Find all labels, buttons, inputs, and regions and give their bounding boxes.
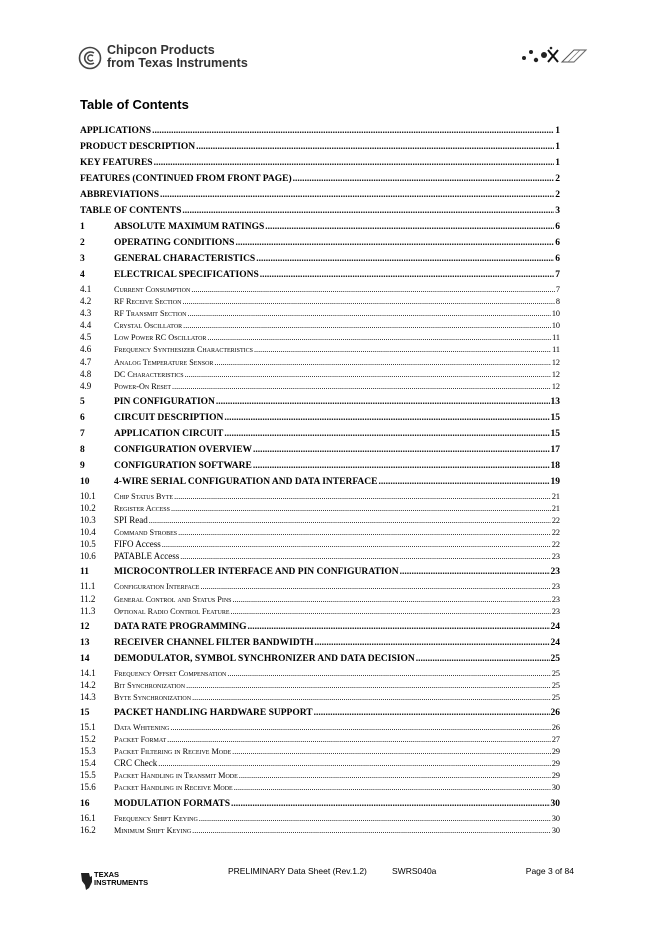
toc-page: 6 — [555, 222, 560, 232]
toc-title: MODULATION FORMATS — [114, 798, 231, 809]
toc-page: 22 — [551, 516, 560, 526]
page-footer — [80, 866, 580, 896]
toc-number: 6 — [80, 412, 85, 423]
toc-leader — [239, 770, 551, 782]
toc-title: DEMODULATOR, SYMBOL SYNCHRONIZER AND DATA DECISION — [114, 653, 415, 664]
toc-title: RECEIVER CHANNEL FILTER BANDWIDTH — [114, 637, 314, 648]
toc-entry[interactable] — [80, 824, 560, 836]
toc-leader — [234, 782, 551, 794]
toc-entry[interactable] — [80, 757, 560, 769]
toc-number: 10.1 — [80, 490, 96, 501]
toc-title: Packet Handling in Transmit Mode — [114, 771, 238, 781]
toc-number: 11.2 — [80, 593, 96, 604]
toc-number: 15.4 — [80, 758, 96, 769]
toc-title: MICROCONTROLLER INTERFACE AND PIN CONFIGURATION — [114, 567, 399, 578]
toc-page: 11 — [552, 345, 560, 355]
toc-leader — [253, 442, 549, 458]
toc-entry[interactable] — [80, 721, 560, 733]
toc-entry[interactable] — [80, 458, 560, 474]
toc-number: 15.3 — [80, 746, 96, 757]
toc-leader — [232, 746, 551, 758]
toc-page: 27 — [551, 735, 560, 745]
document-status: PRELIMINARY Data Sheet (Rev.1.2) — [228, 866, 367, 876]
toc-number: 10.3 — [80, 515, 96, 526]
toc-entry[interactable] — [80, 769, 560, 781]
toc-entry[interactable] — [80, 251, 560, 267]
table-of-contents — [80, 123, 560, 836]
toc-entry[interactable] — [80, 410, 560, 426]
toc-leader — [231, 606, 551, 618]
toc-leader — [149, 515, 551, 527]
toc-number: 4 — [80, 270, 85, 280]
chipcon-logo-icon — [78, 46, 102, 70]
toc-entry[interactable] — [80, 283, 560, 295]
toc-number: 10.4 — [80, 527, 96, 538]
toc-number: 15 — [80, 707, 90, 718]
toc-page: 15 — [550, 412, 560, 423]
toc-title: DC Characteristics — [114, 369, 184, 379]
toc-page: 30 — [550, 798, 560, 809]
toc-leader — [216, 394, 550, 410]
toc-number: 16.2 — [80, 824, 96, 835]
toc-number: 14.3 — [80, 691, 96, 702]
toc-entry[interactable] — [80, 356, 560, 368]
toc-entry[interactable] — [80, 667, 560, 679]
toc-page: 25 — [551, 692, 560, 702]
toc-leader — [247, 619, 549, 635]
toc-leader — [231, 796, 549, 812]
toc-leader — [400, 564, 550, 580]
toc-page: 29 — [551, 747, 560, 757]
toc-leader — [214, 357, 550, 369]
toc-page: 24 — [550, 621, 560, 632]
ti-line-2: INSTRUMENTS — [94, 878, 149, 887]
toc-title: PACKET HANDLING HARDWARE SUPPORT — [114, 707, 313, 718]
toc-title: RF Transmit Section — [114, 309, 187, 319]
toc-leader — [158, 758, 551, 770]
toc-page: 11 — [552, 333, 560, 343]
toc-number: 11.1 — [80, 581, 96, 592]
toc-title: Register Access — [114, 503, 170, 513]
toc-number: 11.3 — [80, 605, 96, 616]
toc-title: Configuration Interface — [114, 582, 200, 592]
toc-leader — [154, 155, 555, 171]
toc-title: SPI Read — [114, 515, 148, 526]
toc-number: 4.2 — [80, 296, 92, 307]
ti-line-1: TEXAS — [94, 870, 120, 879]
toc-entry[interactable] — [80, 426, 560, 442]
toc-entry[interactable] — [80, 745, 560, 757]
toc-title: Current Consumption — [114, 285, 191, 294]
toc-page: 15 — [550, 428, 560, 439]
toc-number: 12 — [80, 621, 90, 632]
toc-leader — [196, 139, 554, 155]
toc-leader — [416, 651, 550, 667]
toc-entry[interactable] — [80, 295, 560, 307]
toc-entry[interactable] — [80, 331, 560, 343]
toc-page: 3 — [555, 206, 560, 216]
toc-entry[interactable] — [80, 380, 560, 392]
toc-entry[interactable] — [80, 705, 560, 721]
chip-decoration-icon — [518, 44, 598, 66]
toc-leader — [188, 308, 551, 320]
toc-leader — [260, 267, 555, 283]
toc-title: CONFIGURATION SOFTWARE — [114, 460, 252, 471]
toc-number: 13 — [80, 637, 90, 648]
toc-leader — [256, 251, 554, 267]
toc-page: 23 — [551, 594, 560, 604]
toc-entry[interactable] — [80, 319, 560, 331]
toc-number: 4.7 — [80, 356, 92, 367]
toc-page: 2 — [555, 190, 560, 200]
toc-page: 13 — [550, 396, 560, 407]
toc-leader — [314, 705, 550, 721]
toc-page: 10 — [551, 309, 560, 319]
toc-page: 23 — [550, 567, 560, 578]
toc-leader — [200, 581, 550, 593]
brand-line-1: Chipcon Products — [107, 43, 215, 57]
toc-page: 25 — [551, 680, 560, 690]
toc-title: APPLICATIONS — [80, 126, 152, 136]
toc-page: 29 — [551, 759, 560, 769]
toc-entry[interactable] — [80, 796, 560, 812]
toc-page: 1 — [555, 158, 560, 168]
toc-number: 15.6 — [80, 782, 96, 793]
toc-title: ABSOLUTE MAXIMUM RATINGS — [114, 222, 265, 232]
toc-entry[interactable] — [80, 593, 560, 605]
toc-entry[interactable] — [80, 171, 560, 187]
toc-title: Command Strobes — [114, 528, 178, 538]
toc-title: PIN CONFIGURATION — [114, 396, 215, 407]
toc-page: 22 — [551, 528, 560, 538]
toc-leader — [152, 123, 554, 139]
toc-title: Low Power RC Oscillator — [114, 333, 207, 343]
toc-page: 24 — [550, 637, 560, 648]
toc-page: 22 — [551, 540, 560, 550]
toc-page: 19 — [550, 476, 560, 487]
toc-entry[interactable] — [80, 526, 560, 538]
toc-number: 10.2 — [80, 502, 96, 513]
toc-title: Packet Handling in Receive Mode — [114, 783, 233, 793]
toc-number: 15.1 — [80, 721, 96, 732]
toc-number: 5 — [80, 396, 85, 407]
toc-page: 7 — [555, 270, 560, 280]
toc-page: 21 — [551, 503, 560, 513]
toc-entry[interactable] — [80, 267, 560, 283]
toc-entry[interactable] — [80, 307, 560, 319]
toc-title: ELECTRICAL SPECIFICATIONS — [114, 270, 259, 280]
toc-leader — [160, 187, 554, 203]
toc-entry[interactable] — [80, 235, 560, 251]
toc-entry[interactable] — [80, 514, 560, 526]
toc-title: Optional Radio Control Feature — [114, 606, 230, 616]
toc-page: 10 — [551, 321, 560, 331]
toc-page: 12 — [551, 357, 560, 367]
toc-number: 1 — [80, 222, 85, 232]
toc-page: 25 — [550, 653, 560, 664]
toc-page: 1 — [555, 126, 560, 136]
toc-title: APPLICATION CIRCUIT — [114, 428, 224, 439]
toc-number: 10 — [80, 476, 90, 487]
toc-number: 11 — [80, 567, 89, 578]
toc-title: Byte Synchronization — [114, 692, 192, 702]
toc-title: Packet Format — [114, 735, 167, 745]
toc-leader — [178, 527, 551, 539]
toc-entry[interactable] — [80, 490, 560, 502]
toc-number: 16 — [80, 798, 90, 809]
toc-entry[interactable] — [80, 502, 560, 514]
toc-number: 10.6 — [80, 551, 96, 562]
toc-entry[interactable] — [80, 474, 560, 490]
toc-leader — [253, 458, 550, 474]
toc-entry[interactable] — [80, 155, 560, 171]
toc-page: 7 — [555, 285, 560, 294]
document-id: SWRS040a — [392, 866, 437, 876]
toc-leader — [227, 668, 550, 680]
toc-title: OPERATING CONDITIONS — [114, 238, 235, 248]
toc-number: 14.1 — [80, 667, 96, 678]
toc-number: 15.5 — [80, 770, 96, 781]
toc-title: Packet Filtering in Receive Mode — [114, 747, 232, 757]
toc-page: 30 — [551, 783, 560, 793]
toc-leader — [224, 410, 549, 426]
toc-number: 4.3 — [80, 308, 92, 319]
toc-entry[interactable] — [80, 203, 560, 219]
toc-page: 26 — [550, 707, 560, 718]
brand-name — [107, 44, 248, 70]
toc-number: 9 — [80, 460, 85, 471]
toc-title: General Control and Status Pins — [114, 594, 232, 604]
toc-title: Crystal Oscillator — [114, 321, 183, 331]
toc-number: 7 — [80, 428, 85, 439]
toc-leader — [235, 235, 554, 251]
toc-number: 2 — [80, 238, 85, 248]
toc-page: 21 — [551, 491, 560, 501]
toc-leader — [174, 491, 551, 503]
toc-page: 23 — [551, 552, 560, 562]
toc-title: GENERAL CHARACTERISTICS — [114, 254, 256, 264]
toc-number: 4.9 — [80, 380, 92, 391]
toc-entry[interactable] — [80, 691, 560, 703]
toc-page: 25 — [551, 668, 560, 678]
toc-page: 6 — [555, 238, 560, 248]
toc-title: TABLE OF CONTENTS — [80, 206, 182, 216]
toc-leader — [183, 320, 551, 332]
toc-entry[interactable] — [80, 635, 560, 651]
toc-entry[interactable] — [80, 187, 560, 203]
toc-page: 17 — [550, 444, 560, 455]
toc-page: 1 — [555, 142, 560, 152]
toc-number: 8 — [80, 444, 85, 455]
brand-line-2: from Texas Instruments — [107, 56, 248, 70]
toc-entry[interactable] — [80, 343, 560, 355]
toc-leader — [172, 381, 551, 393]
toc-title: Frequency Offset Compensation — [114, 668, 227, 678]
toc-leader — [170, 722, 550, 734]
toc-page: 8 — [555, 297, 560, 307]
toc-number: 3 — [80, 254, 85, 264]
toc-page: 12 — [551, 369, 560, 379]
toc-leader — [378, 474, 549, 490]
toc-title: KEY FEATURES — [80, 158, 153, 168]
toc-entry[interactable] — [80, 550, 560, 562]
toc-number: 4.8 — [80, 368, 92, 379]
toc-leader — [182, 296, 554, 308]
toc-number: 10.5 — [80, 539, 96, 550]
toc-entry[interactable] — [80, 651, 560, 667]
toc-title: Chip Status Byte — [114, 491, 174, 501]
toc-leader — [233, 594, 551, 606]
toc-entry[interactable] — [80, 368, 560, 380]
toc-leader — [314, 635, 549, 651]
toc-page: 12 — [551, 381, 560, 391]
toc-page: 6 — [555, 254, 560, 264]
toc-entry[interactable] — [80, 733, 560, 745]
toc-title: FIFO Access — [114, 539, 161, 550]
toc-title: DATA RATE PROGRAMMING — [114, 621, 247, 632]
toc-title: Data Whitening — [114, 722, 170, 732]
toc-title: Frequency Shift Keying — [114, 813, 198, 823]
page-header — [78, 42, 598, 76]
toc-entry[interactable] — [80, 605, 560, 617]
toc-leader — [171, 503, 551, 515]
toc-title: Frequency Synthesizer Characteristics — [114, 345, 253, 355]
toc-leader — [207, 332, 551, 344]
toc-number: 4.6 — [80, 344, 92, 355]
page-number: Page 3 of 84 — [525, 866, 574, 876]
toc-title: Bit Synchronization — [114, 680, 186, 690]
toc-leader — [293, 171, 555, 187]
toc-entry[interactable] — [80, 442, 560, 458]
toc-leader — [180, 551, 551, 563]
toc-page: 26 — [551, 722, 560, 732]
toc-leader — [185, 369, 551, 381]
toc-number: 14.2 — [80, 679, 96, 690]
toc-entry[interactable] — [80, 538, 560, 550]
toc-number: 14 — [80, 653, 90, 664]
toc-leader — [162, 539, 551, 551]
toc-entry[interactable] — [80, 812, 560, 824]
toc-title: Minimum Shift Keying — [114, 825, 192, 835]
toc-title: CONFIGURATION OVERVIEW — [114, 444, 253, 455]
toc-entry[interactable] — [80, 781, 560, 793]
toc-leader — [265, 219, 554, 235]
toc-leader — [254, 344, 551, 356]
toc-page: 30 — [551, 813, 560, 823]
toc-leader — [182, 203, 554, 219]
toc-entry[interactable] — [80, 219, 560, 235]
toc-page: 18 — [550, 460, 560, 471]
toc-page: 23 — [551, 606, 560, 616]
toc-number: 4.5 — [80, 332, 92, 343]
toc-page: 29 — [551, 771, 560, 781]
toc-entry[interactable] — [80, 580, 560, 592]
toc-entry[interactable] — [80, 394, 560, 410]
toc-entry[interactable] — [80, 139, 560, 155]
toc-number: 4.4 — [80, 320, 92, 331]
toc-title: CRC Check — [114, 758, 158, 769]
toc-title: FEATURES (CONTINUED FROM FRONT PAGE) — [80, 174, 292, 184]
toc-leader — [191, 284, 555, 296]
toc-leader — [192, 692, 551, 704]
toc-title: Analog Temperature Sensor — [114, 357, 214, 367]
toc-page: 23 — [551, 582, 560, 592]
toc-title: PRODUCT DESCRIPTION — [80, 142, 196, 152]
toc-title: 4-WIRE SERIAL CONFIGURATION AND DATA INTERFACE — [114, 476, 378, 487]
toc-leader — [192, 825, 551, 837]
toc-page: 2 — [555, 174, 560, 184]
toc-title: RF Receive Section — [114, 297, 182, 307]
toc-number: 15.2 — [80, 734, 96, 745]
toc-title: CIRCUIT DESCRIPTION — [114, 412, 224, 423]
toc-entry[interactable] — [80, 619, 560, 635]
toc-title: Power-On Reset — [114, 381, 172, 391]
toc-entry[interactable] — [80, 564, 560, 580]
toc-title: PATABLE Access — [114, 551, 180, 562]
toc-leader — [186, 680, 551, 692]
toc-leader — [199, 813, 551, 825]
toc-entry[interactable] — [80, 123, 560, 139]
toc-leader — [224, 426, 549, 442]
toc-leader — [167, 734, 551, 746]
toc-number: 16.1 — [80, 812, 96, 823]
toc-page: 30 — [551, 825, 560, 835]
page-title: Table of Contents — [80, 97, 189, 112]
ti-wordmark — [94, 871, 148, 887]
toc-entry[interactable] — [80, 679, 560, 691]
toc-number: 4.1 — [80, 284, 92, 294]
toc-title: ABBREVIATIONS — [80, 190, 160, 200]
